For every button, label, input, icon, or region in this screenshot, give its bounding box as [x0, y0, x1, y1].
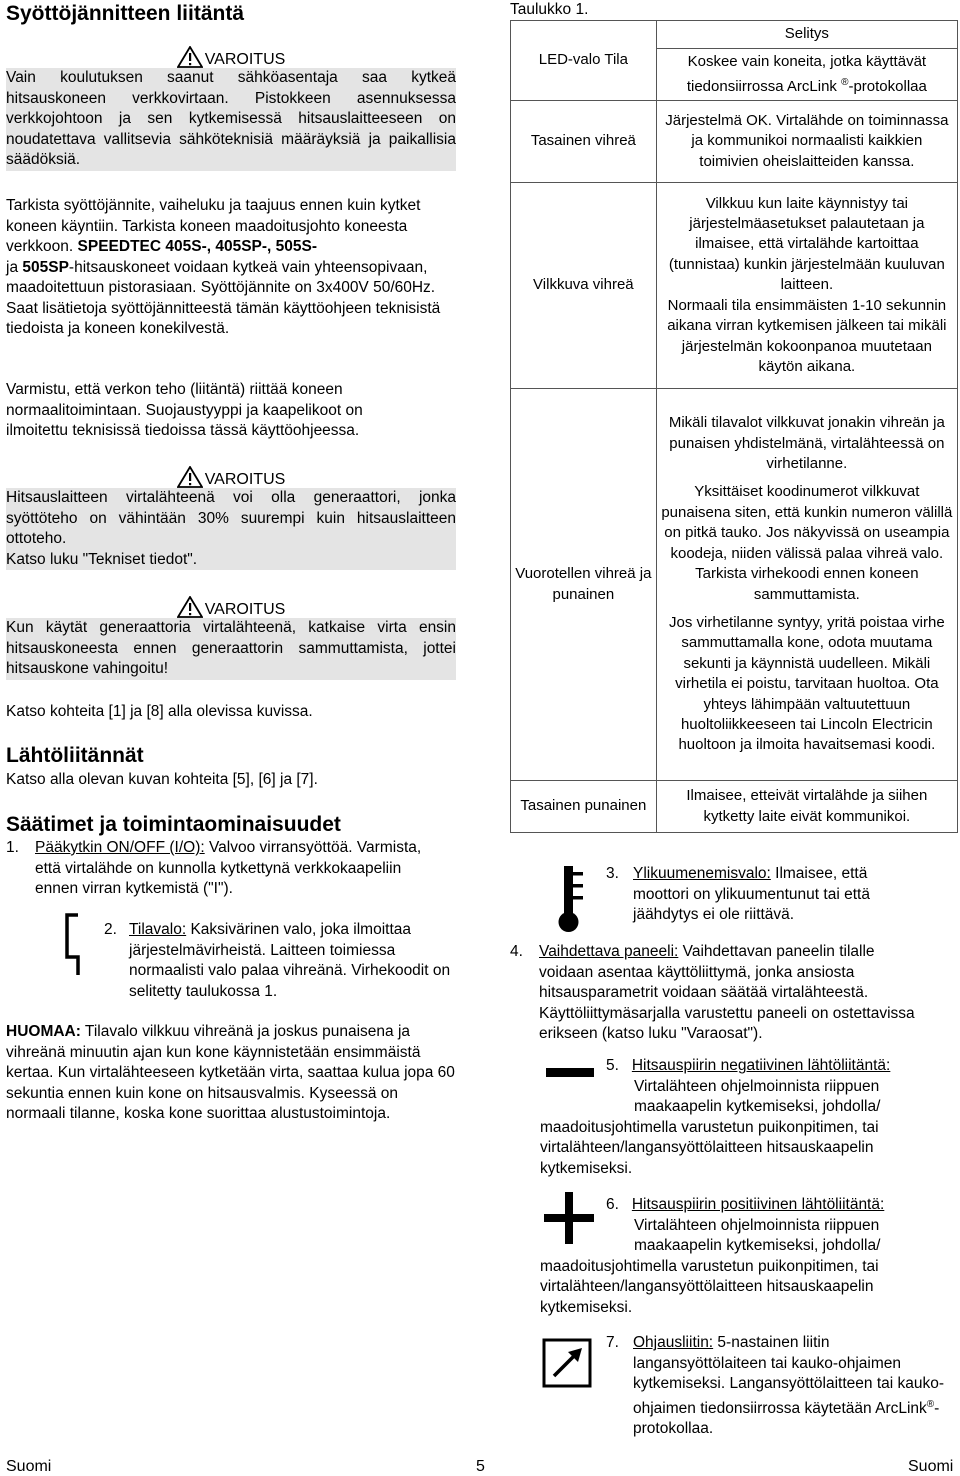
list-item-1: 1. Pääkytkin ON/OFF (I/O): Valvoo virransyöttöä. Varmista, että virtalähde on kunnolla kytkettynä verkkokaapeliin ennen virran kytkemistä ("I").	[6, 839, 422, 897]
warning-box-2	[6, 466, 456, 570]
table-row: Tasainen punainen Ilmaisee, etteivät virtalähde ja siihen kytketty laite eivät kommunikoi.	[511, 781, 958, 833]
table-caption: Taulukko 1.	[510, 1, 589, 18]
warning-heading: VAROITUS	[6, 46, 456, 68]
table-row: Vuorotellen vihreä ja punainen Mikäli tilavalot vilkkuvat jonakin vihreän ja punaisen yhdistelmänä, virtalähteessä on virhetilanne. Yksittäiset koodinumerot vilkkuvat punaisena siten, että kunkin numeron välillä on pitkä tauko. Jos näkyvissä on useampia koodeja, niiden välissä palaa vihreä valo. Tarkista virhekoodi ennen koneen sammuttamista. Jos virhetilanne syntyy, yritä poistaa virhe sammuttamalla kone, odota muutama sekunti ja käynnistä uudelleen. Mikäli virhetila ei poistu, tarvitaan huoltoa. Ota yhteys lähimpään valtuutettuun huoltoliikkeeseen tai Lincoln Electricin huoltoon ja ilmoita havaitsemasi koodi.	[511, 389, 958, 781]
warning-text: Hitsauslaitteen virtalähteenä voi olla generaattori, jonka syöttöteho on vähintään 30% suurempi kuin hitsauslaitteen ottoteho.	[6, 489, 456, 547]
warning-heading: VAROITUS	[6, 596, 456, 618]
footer-language-right: Suomi	[908, 1458, 954, 1475]
warning-text: Kun käytät generaattoria virtalähteenä, katkaise virta ensin hitsauskoneesta ennen generaattorin sammuttamista, jottei hitsauskone vahingoitu!	[6, 618, 456, 680]
warning-triangle-icon	[177, 46, 203, 68]
see-items-5-6-7: Katso alla olevan kuvan kohteita [5], [6] ja [7].	[6, 771, 318, 788]
list-item-2: 2. Tilavalo: Kaksivärinen valo, joka ilmoittaa järjestelmävirheistä. Laitteen toimiessa normaalisti valo palaa vihreänä. Virhekoodit on selitetty taulukossa 1.	[104, 921, 451, 1000]
warning-heading: VAROITUS	[6, 466, 456, 488]
see-items-1-8: Katso kohteita [1] ja [8] alla olevissa kuvissa.	[6, 703, 313, 720]
footer-language-left: Suomi	[6, 1458, 52, 1475]
warning-box-1	[6, 46, 456, 171]
power-paragraph: Varmistu, että verkon teho (liitäntä) riittää koneen normaalitoimintaan. Suojaustyyppi ja kaapelikoot on ilmoitettu teknisissä tiedoissa tässä käyttöohjeessa.	[6, 381, 363, 439]
section-title-controls: Säätimet ja toimintaominaisuudet	[6, 813, 341, 836]
table-header-description: Selitys	[656, 21, 957, 49]
table-header-state: LED-valo Tila	[511, 21, 657, 101]
list-item-6: 6. Hitsauspiirin positiivinen lähtöliitäntä: Virtalähteen ohjelmoinnista riippuen maakaapelin kytkemiseksi, johdolla/ maadoitusjohtimella varustetun puikonpitimen, tai virtalähteen/langansyöttölaitteen hitsauskaapelin kytkemiseksi.	[540, 1196, 885, 1316]
table-row: Tasainen vihreä Järjestelmä OK. Virtalähde on toiminnassa ja kommunikoi normaalisti kaikkien toimivien oheislaitteiden kanssa.	[511, 101, 958, 183]
note-paragraph: HUOMAA: Tilavalo vilkkuu vihreänä ja joskus punaisena ja vihreänä minuutin ajan kun kone käynnistetään ensimmäistä kertaa. Kun virtalähteeseen kytketään virta, saattaa kulua jopa 60 sekuntia ennen kuin kone on hitsausvalmis. Kyseessä on normaali tilanne, koska kone suorittaa alustustoimintoja.	[6, 1023, 455, 1122]
control-connector-icon	[542, 1338, 592, 1388]
section-title-supply: Syöttöjännitteen liitäntä	[6, 2, 245, 25]
warning-triangle-icon	[177, 596, 203, 618]
status-light-icon	[60, 912, 96, 978]
table-row: Vilkkuva vihreä Vilkkuu kun laite käynnistyy tai järjestelmäasetukset palautetaan ja ilmaisee, että virtalähde kartoittaa (tunnistaa) kunkin järjestelmään kuuluvan laitteen. Normaali tila ensimmäisten 1-10 sekunnin aikana virran kytkemisen jälkeen tai mikäli järjestelmän kokoonpanoa muutetaan käytön aikana.	[511, 183, 958, 389]
list-item-7: 7. Ohjausliitin: 5-nastainen liitin langansyöttölaiteen tai kauko-ohjaimen kytkemiseksi. Langansyöttölaitteen tai kauko-ohjaimen tiedonsiirrossa käytetään ArcLink®-protokollaa.	[606, 1334, 945, 1438]
page-number: 5	[476, 1458, 485, 1475]
warning-box-3	[6, 596, 456, 680]
list-item-3: 3. Ylikuumenemisvalo: Ilmaisee, että moottori on ylikuumentunut tai että jäähdytys ei ole riittävä.	[606, 865, 870, 923]
warning-text: Vain koulutuksen saanut sähköasentaja saa kytkeä hitsauskoneen verkkovirtaan. Pistokkeen asennuksessa verkkojohtoon ja sen kytkemisessä hitsauslaitteeseen on noudatettava vallitsevia sähköteknisiä määräyksiä ja paikallisia säädöksiä.	[6, 68, 456, 171]
supply-paragraph: Tarkista syöttöjännite, vaiheluku ja taajuus ennen kuin kytket koneen käyntiin. Tarkista koneen maadoitusjohto koneesta verkkoon. SPEEDTEC 405S-, 405SP-, 505S- ja 505SP-hitsauskoneet voidaan kytkeä vain yhteensopivaan, maadoitettuun pistorasiaan. Syöttöjännite on 3x400V 50/60Hz. Saat lisätietoja syöttöjännitteestä tämän käyttöohjeen teknisistä tiedoista ja koneen konekilvestä.	[6, 197, 441, 337]
warning-triangle-icon	[177, 466, 203, 488]
led-status-table	[510, 20, 958, 833]
list-item-5: 5. Hitsauspiirin negatiivinen lähtöliitäntä: Virtalähteen ohjelmoinnista riippuen maakaapelin kytkemiseksi, johdolla/ maadoitusjohtimella varustetun puikonpitimen, tai virtalähteen/langansyöttölaitteen hitsauskaapelin kytkemiseksi.	[540, 1057, 891, 1177]
section-title-outputs: Lähtöliitännät	[6, 744, 144, 767]
warning-text-ref: Katso luku "Tekniset tiedot".	[6, 550, 198, 568]
thermometer-icon	[554, 864, 590, 934]
list-item-4: 4. Vaihdettava paneeli: Vaihdettavan paneelin tilalle voidaan asentaa käyttöliittymä, jonka ansiosta hitsausparametrit voidaan säätää virtalähteestä. Käyttöliittymäsarjalla varustettu paneeli on ostettavissa erikseen (katso luku "Varaosat").	[510, 943, 915, 1042]
table-subheader: Koskee vain koneita, jotka käyttävät tiedonsiirrossa ArcLink ®-protokollaa	[656, 49, 957, 101]
